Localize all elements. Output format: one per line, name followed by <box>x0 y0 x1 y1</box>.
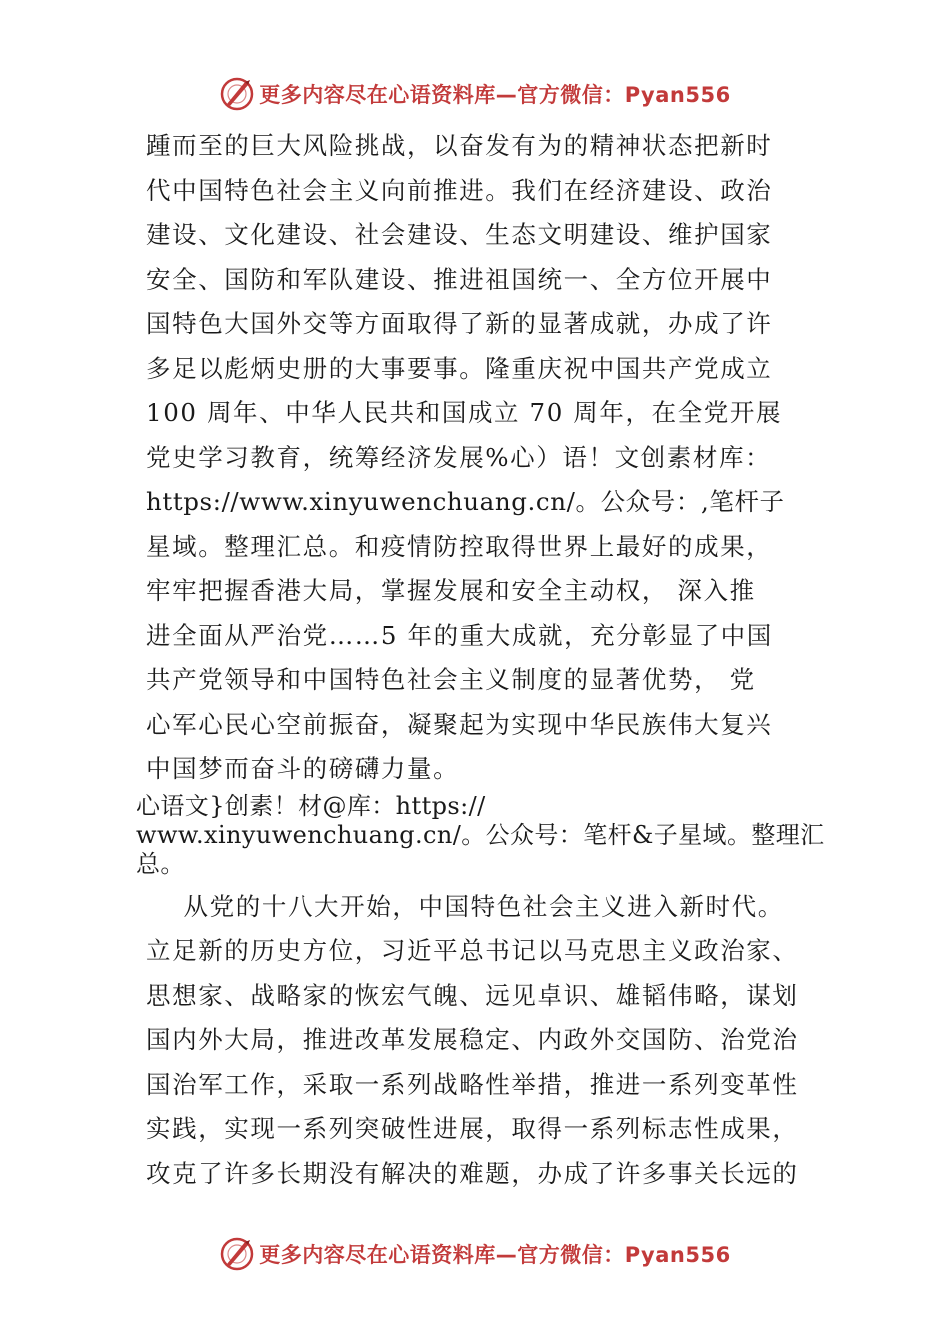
text-line: 国特色大国外交等方面取得了新的显著成就，办成了许 <box>146 309 773 338</box>
note-line: 心语文}创素！材@库：https:// <box>136 791 486 820</box>
text-line: 共产党领导和中国特色社会主义制度的显著优势， 党 <box>146 665 756 694</box>
text-line: 100 周年、中华人民共和国成立 70 周年，在全党开展 <box>146 398 783 427</box>
quill-logo-icon <box>219 1236 255 1272</box>
document-body <box>0 124 950 1196</box>
header-watermark-text: 更多内容尽在心语资料库—官方微信：Pyan556 <box>259 83 731 107</box>
footer-watermark <box>0 1232 950 1276</box>
text-line: 进全面从严治党……5 年的重大成就，充分彰显了中国 <box>146 620 773 650</box>
text-line: 建设、文化建设、社会建设、生态文明建设、维护国家 <box>146 220 773 249</box>
text-line: 心军心民心空前振奋，凝聚起为实现中华民族伟大复兴 <box>146 709 773 739</box>
text-line: 安全、国防和军队建设、推进祖国统一、全方位开展中 <box>146 264 773 294</box>
text-line: 从党的十八大开始，中国特色社会主义进入新时代。 <box>146 891 784 921</box>
paragraph-1 <box>0 124 826 792</box>
source-note <box>0 792 836 879</box>
text-line: https://www.xinyuwenchuang.cn/。公众号：,笔杆子 <box>146 487 785 516</box>
text-line: 代中国特色社会主义向前推进。我们在经济建设、政治 <box>146 175 773 205</box>
note-line: www.xinyuwenchuang.cn/。公众号：笔杆&子星域。整理汇 <box>136 820 825 849</box>
text-line: 中国梦而奋斗的磅礴力量。 <box>146 754 460 783</box>
text-line: 踵而至的巨大风险挑战，以奋发有为的精神状态把新时 <box>146 131 773 160</box>
text-line: 多足以彪炳史册的大事要事。隆重庆祝中国共产党成立 <box>146 353 773 383</box>
text-line: 党史学习教育，统筹经济发展%心）语！文创素材库： <box>146 442 772 472</box>
quill-logo-icon <box>219 76 255 112</box>
note-line: 总。 <box>136 849 185 878</box>
text-line: 牢牢把握香港大局，掌握发展和安全主动权， 深入推 <box>146 576 756 605</box>
text-line: 国治军工作，采取一系列战略性举措，推进一系列变革性 <box>146 1069 799 1099</box>
footer-watermark-text: 更多内容尽在心语资料库—官方微信：Pyan556 <box>259 1243 731 1267</box>
text-line: 攻克了许多长期没有解决的难题，办成了许多事关长远的 <box>146 1158 799 1188</box>
header-watermark <box>0 72 950 116</box>
text-line: 国内外大局，推进改革发展稳定、内政外交国防、治党治 <box>146 1025 799 1054</box>
text-line: 星域。整理汇总。和疫情防控取得世界上最好的成果， <box>146 531 773 561</box>
text-line: 实践，实现一系列突破性进展，取得一系列标志性成果， <box>146 1114 799 1143</box>
paragraph-2 <box>0 885 826 1197</box>
text-line: 思想家、战略家的恢宏气魄、远见卓识、雄韬伟略，谋划 <box>146 980 799 1010</box>
text-line: 立足新的历史方位，习近平总书记以马克思主义政治家、 <box>146 936 799 965</box>
